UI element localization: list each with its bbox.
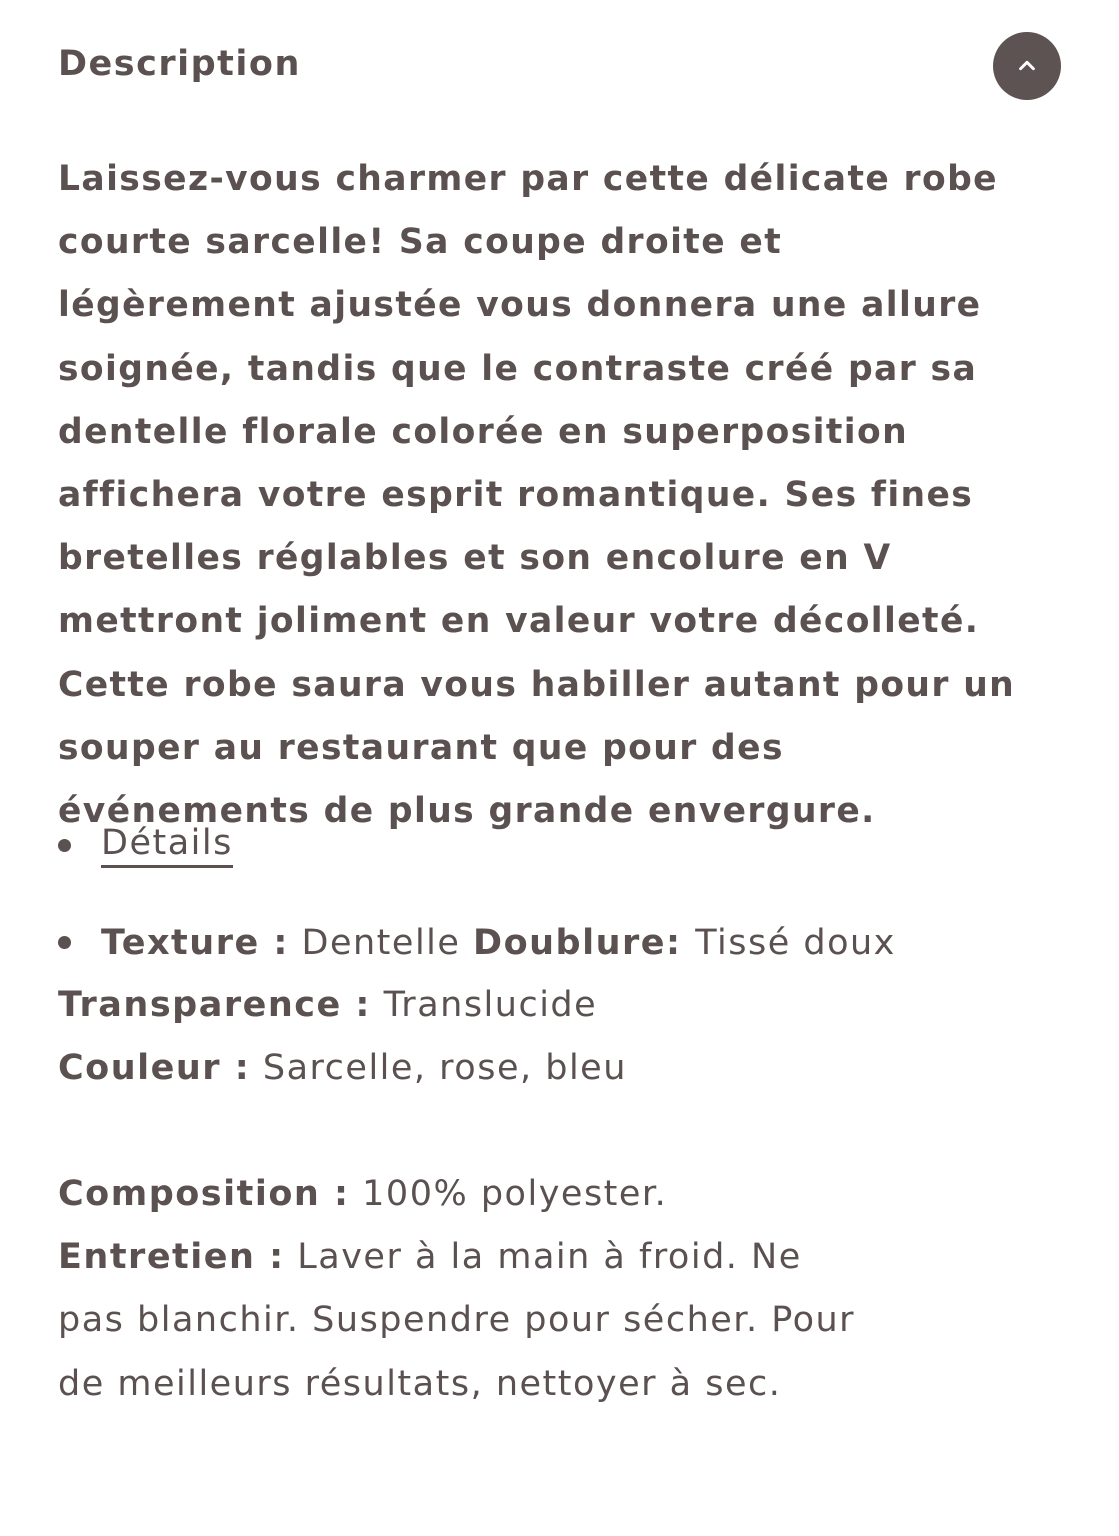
doublure-value: Tissé doux xyxy=(695,922,896,963)
composition-entretien-block xyxy=(58,1163,858,1416)
couleur-value: Sarcelle, rose, bleu xyxy=(262,1048,627,1089)
details-list-item xyxy=(58,818,233,872)
composition-label: Composition : xyxy=(58,1174,350,1214)
entretien-label: Entretien : xyxy=(58,1237,285,1278)
texture-label: Texture : xyxy=(101,922,289,963)
doublure-label: Doublure: xyxy=(473,922,696,963)
entretien-line xyxy=(58,1226,858,1416)
transparence-couleur-block xyxy=(58,974,1058,1100)
specs-list-item xyxy=(58,911,896,974)
texture-value: Dentelle xyxy=(301,922,474,963)
transparence-label: Transparence : xyxy=(58,985,371,1025)
transparence-value: Translucide xyxy=(383,985,598,1025)
bullet-icon xyxy=(58,839,71,852)
collapse-button[interactable] xyxy=(993,32,1061,100)
composition-line xyxy=(58,1163,858,1226)
details-link[interactable]: Détails xyxy=(101,823,233,868)
chevron-up-icon xyxy=(1016,55,1038,77)
couleur-label: Couleur : xyxy=(58,1048,251,1089)
bullet-icon xyxy=(58,936,71,949)
couleur-line xyxy=(58,1037,1058,1100)
transparence-line xyxy=(58,974,1058,1037)
texture-line xyxy=(101,923,896,963)
entretien-value: Laver à la main à froid. Ne pas blanchir. Suspendre pour sécher. Pour de meilleurs résultats, nettoyer à sec. xyxy=(58,1237,856,1404)
description-header: Description xyxy=(58,44,301,84)
description-intro: Laissez-vous charmer par cette délicate robe courte sarcelle! Sa coupe droite et légèrement ajustée vous donnera une allure soignée, tandis que le contraste créé par sa dentelle florale colorée en superposition affichera votre esprit romantique. Ses fines bretelles réglables et son encolure en V mettront joliment en valeur votre décolleté. Cette robe saura vous habiller autant pour un souper au restaurant que pour des événements de plus grande envergure. xyxy=(58,159,1016,832)
composition-value: 100% polyester. xyxy=(362,1174,668,1214)
